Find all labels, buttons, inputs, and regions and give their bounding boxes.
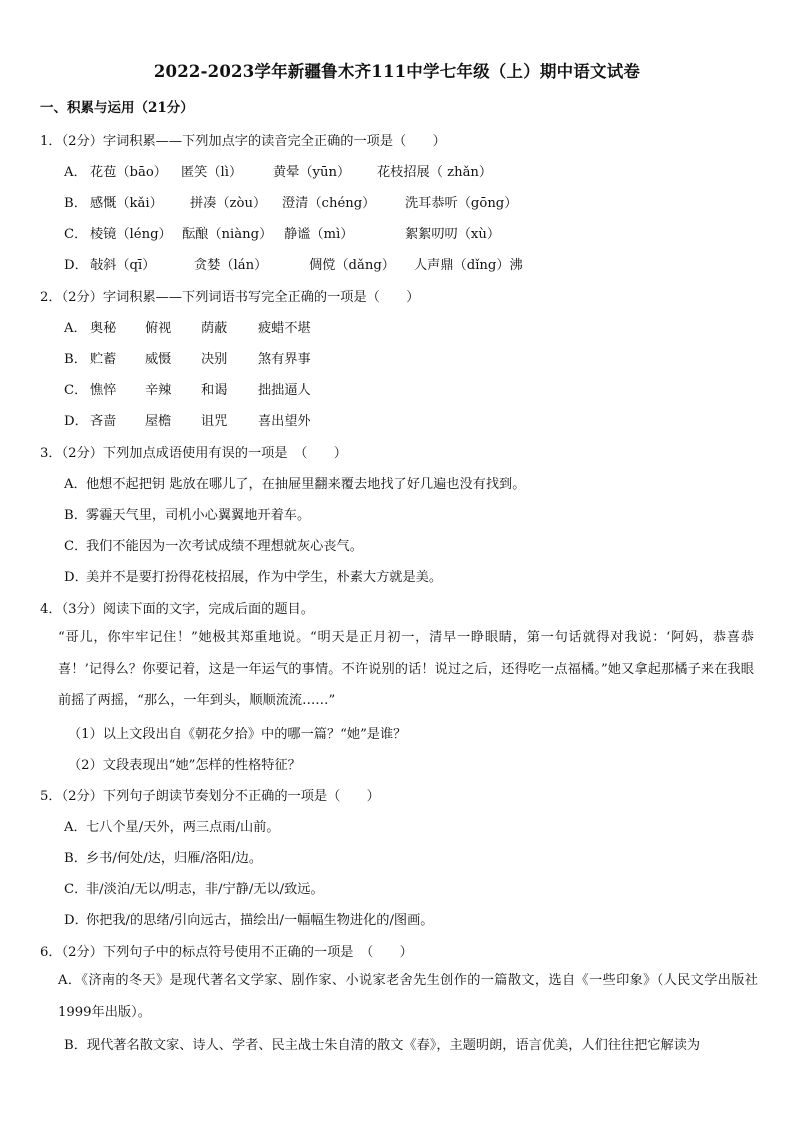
q2-b-item-2: 威慑 — [145, 352, 172, 367]
q2-option-a[interactable]: A． — [64, 321, 87, 336]
q2-c-item-3: 和谒 — [201, 383, 228, 398]
q2-b-item-4: 煞有界事 — [258, 352, 311, 367]
q1-option-d[interactable]: D． — [64, 258, 88, 273]
q2-d-item-3: 诅咒 — [201, 414, 228, 429]
q1-d-item-1: 敧斜（qī） — [90, 258, 156, 273]
exam-title: 2022-2023学年新疆鲁木齐111中学七年级（上）期中语文试卷 — [153, 62, 641, 81]
q1-a-item-1: 花苞（bāo） — [90, 165, 167, 180]
question-4-sub-1: （1）以上文段出自《朝花夕拾》中的哪一篇？“她”是谁？ — [68, 727, 407, 742]
question-5-stem: 5．（2分）下列句子朗读节奏划分不正确的一项是（ ） — [40, 789, 380, 804]
q1-a-item-3: 黄晕（yūn） — [273, 165, 351, 180]
q2-a-item-3: 荫蔽 — [201, 321, 228, 336]
q5-option-b[interactable]: B．乡书/何处/达，归雁/洛阳/边。 — [64, 851, 263, 866]
q6-option-a[interactable]: A．《济南的冬天》是现代著名文学家、剧作家、小说家老舍先生创作的一篇散文，选自《一些印象》（人民文学出版社 1999年出版）。 — [58, 973, 758, 1020]
q2-d-item-1: 吝啬 — [90, 414, 117, 429]
question-1-stem: 1．（2分）字词积累——下列加点字的读音完全正确的一项是（ ） — [40, 134, 446, 149]
q3-option-b[interactable]: B．雾霾天气里，司机小心翼翼地开着车。 — [64, 508, 311, 523]
q1-option-c[interactable]: C． — [64, 227, 88, 242]
q1-c-item-3: 静谧（mì） — [284, 227, 354, 242]
q2-a-item-2: 俯视 — [145, 321, 172, 336]
q2-option-d[interactable]: D． — [64, 414, 88, 429]
q5-option-d[interactable]: D．你把我/的思绪/引向远古，描绘出/一幅幅生物进化的/图画。 — [64, 913, 434, 928]
q1-option-a[interactable]: A． — [64, 165, 87, 180]
q3-option-a[interactable]: A．他想不起把钥 匙放在哪儿了，在抽屉里翻来覆去地找了好几遍也没有找到。 — [64, 477, 526, 492]
q3-option-d[interactable]: D．美并不是要打扮得花枝招展，作为中学生，朴素大方就是美。 — [64, 570, 443, 585]
q1-d-item-3: 倜傥（dǎng） — [309, 258, 395, 273]
question-3-stem: 3．（2分）下列加点成语使用有误的一项是 （ ） — [40, 446, 347, 461]
question-4-sub-2: （2）文段表现出“她”怎样的性格特征？ — [68, 758, 301, 773]
q2-c-item-4: 拙拙逼人 — [258, 383, 311, 398]
q1-c-item-4: 絮絮叨叨（xù） — [405, 227, 501, 242]
q5-option-c[interactable]: C．非/淡泊/无以/明志，非/宁静/无以/致远。 — [64, 882, 324, 897]
q2-option-c[interactable]: C． — [64, 383, 88, 398]
question-2-stem: 2．（2分）字词积累——下列词语书写完全正确的一项是（ ） — [40, 290, 420, 305]
q1-c-item-2: 酝酿（niàng） — [182, 227, 273, 242]
q2-option-b[interactable]: B． — [64, 352, 87, 367]
question-6-stem: 6．（2分）下列句子中的标点符号使用不正确的一项是 （ ） — [40, 945, 413, 960]
q2-c-item-1: 憔悴 — [90, 383, 117, 398]
q2-a-item-1: 奥秘 — [90, 321, 117, 336]
q1-b-item-1: 感慨（kǎi） — [90, 196, 163, 211]
q2-c-item-2: 辛辣 — [145, 383, 172, 398]
q2-b-item-3: 决别 — [201, 352, 228, 367]
q1-a-item-2: 匿笑（lì） — [181, 165, 243, 180]
q1-d-item-2: 贪婪（lán） — [194, 258, 268, 273]
q2-b-item-1: 贮蓄 — [90, 352, 117, 367]
q1-c-item-1: 棱镜（léng） — [90, 227, 172, 242]
q5-option-a[interactable]: A．七八个星/天外，两三点雨/山前。 — [64, 820, 280, 835]
question-4-passage: “哥儿，你牢牢记住！”她极其郑重地说。“明天是正月初一，清早一睁眼睛，第一句话就得对我说：‘阿妈，恭喜恭喜！’记得么？你要记着，这是一年运气的事情。不许说别的话！说过之后，还得吃一点福橘。”她又拿起那橘子来在我眼前摇了两摇，“那么，一年到头，顺顺流流……” — [58, 630, 754, 708]
q2-d-item-4: 喜出望外 — [258, 414, 311, 429]
section-heading: 一、积累与运用（21分） — [40, 100, 194, 116]
q1-b-item-3: 澄清（chéng） — [282, 196, 376, 211]
q1-b-item-4: 洗耳恭听（gōng） — [405, 196, 518, 211]
q6-option-b[interactable]: B．现代著名散文家、诗人、学者、民主战士朱自清的散文《春》，主题明朗，语言优美，人们往往把它解读为 — [64, 1038, 701, 1053]
q1-b-item-2: 拼凑（zòu） — [190, 196, 267, 211]
q3-option-c[interactable]: C．我们不能因为一次考试成绩不理想就灰心丧气。 — [64, 539, 363, 554]
q1-d-item-4: 人声鼎（dǐng）沸 — [414, 258, 523, 273]
q1-a-item-4: 花枝招展（ zhǎn） — [377, 165, 493, 180]
q1-option-b[interactable]: B． — [64, 196, 87, 211]
question-4-stem: 4．（3分）阅读下面的文字，完成后面的题目。 — [40, 602, 314, 617]
q2-d-item-2: 屋檐 — [145, 414, 172, 429]
q2-a-item-4: 疲蜡不堪 — [258, 321, 311, 336]
